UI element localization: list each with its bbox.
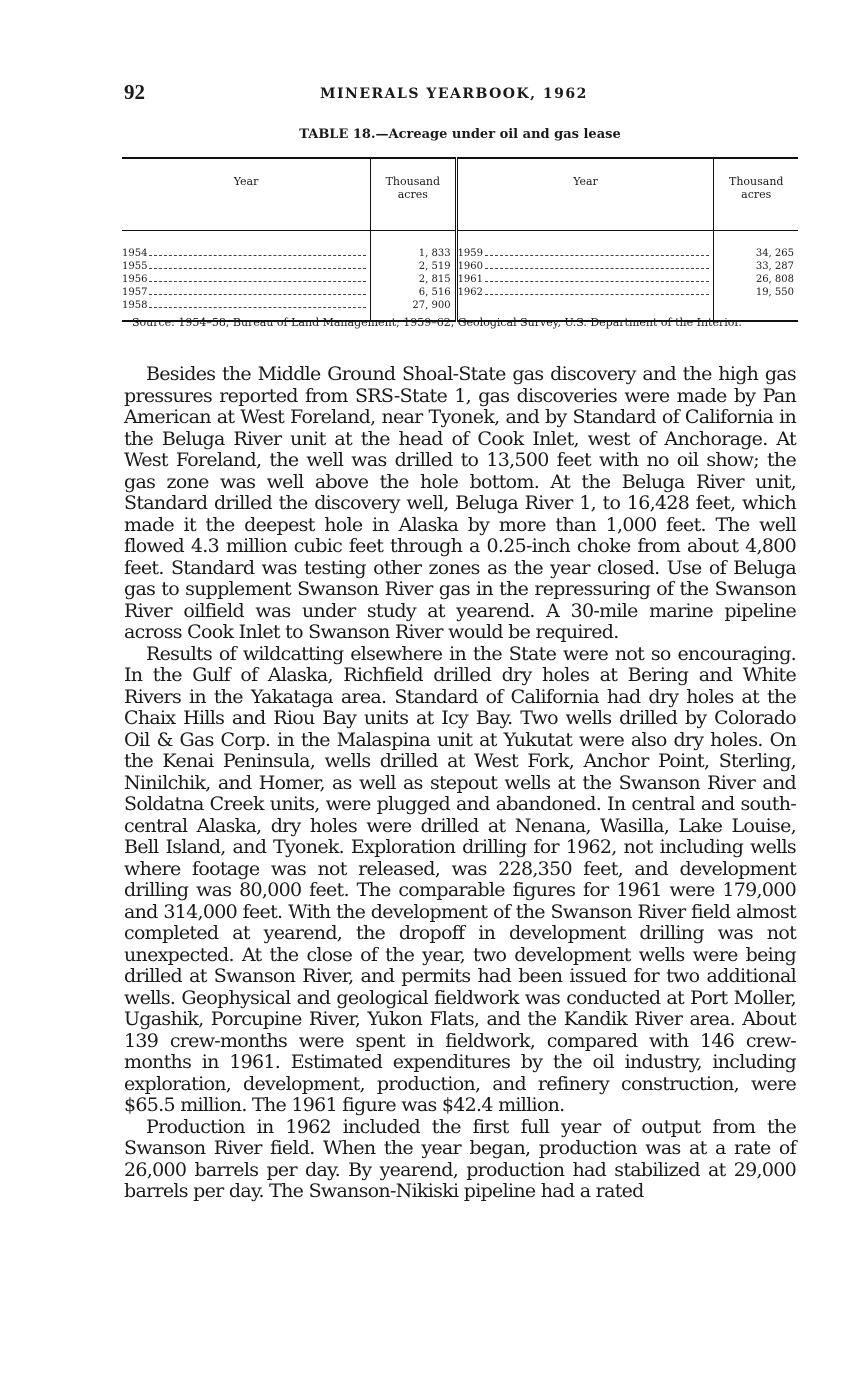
acres-cell: 19, 550 bbox=[714, 286, 798, 299]
year-cell: 1954 bbox=[122, 248, 148, 259]
leader-dots bbox=[149, 281, 366, 282]
table-row bbox=[122, 231, 798, 261]
table-row bbox=[122, 286, 798, 299]
table-title: TABLE 18.—Acreage under oil and gas lease bbox=[299, 127, 621, 142]
year-cell: 1960 bbox=[457, 261, 484, 272]
leader-dots bbox=[485, 268, 709, 269]
table-source-note: Source: 1954–58, Bureau of Land Management; 1959–62, Geological Survey, U.S. Department of the Interior. bbox=[132, 316, 742, 329]
year-cell: 1961 bbox=[457, 274, 484, 285]
year-cell: 1956 bbox=[122, 274, 148, 285]
acreage-table bbox=[122, 157, 798, 322]
year-cell: 1962 bbox=[457, 287, 484, 298]
leader-dots bbox=[485, 255, 709, 256]
table-row bbox=[122, 260, 798, 273]
acres-cell: 34, 265 bbox=[714, 231, 798, 261]
year-cell: 1955 bbox=[122, 261, 148, 272]
column-header-year-1: Year bbox=[233, 175, 259, 188]
column-header-acres-1: Thousand acres bbox=[371, 158, 457, 231]
paragraph: Besides the Middle Ground Shoal-State gas discovery and the high gas pressures reported from SRS-State 1, gas discoveries were made by Pan American at West Foreland, near Tyonek, and by Standard of California in the Beluga River unit at the head of Cook Inlet, west of Anchorage. At West Foreland, the well was drilled to 13,500 feet with no oil show; the gas zone was well above the hole bottom. At the Beluga River unit, Standard drilled the discovery well, Beluga River 1, to 16,428 feet, which made it the deepest hole in Alaska by more than 1,000 feet. The well flowed 4.3 million cubic feet through a 0.25-inch choke from about 4,800 feet. Standard was testing other zones as the year closed. Use of Beluga gas to supplement Swanson River gas in the repressuring of the Swanson River oilfield was under study at yearend. A 30-mile marine pipeline across Cook Inlet to Swanson River would be required. bbox=[124, 363, 796, 643]
leader-dots bbox=[149, 294, 366, 295]
table-header-row bbox=[122, 158, 798, 231]
column-header-year-2: Year bbox=[456, 158, 714, 231]
year-cell: 1957 bbox=[122, 287, 148, 298]
acres-cell: 6, 516 bbox=[371, 286, 457, 299]
column-header-acres-2: Thousand acres bbox=[714, 158, 798, 231]
year-cell: 1958 bbox=[122, 300, 148, 311]
leader-dots bbox=[485, 281, 709, 282]
leader-dots bbox=[149, 255, 366, 256]
leader-dots bbox=[149, 268, 366, 269]
leader-dots bbox=[485, 294, 709, 295]
paragraph: Results of wildcatting elsewhere in the State were not so encouraging. In the Gulf of Alaska, Richfield drilled dry holes at Bering and White Rivers in the Yakataga area. Standard of California had dry holes at the Chaix Hills and Riou Bay units at Icy Bay. Two wells drilled by Colorado Oil & Gas Corp. in the Malaspina unit at Yukutat were also dry holes. On the Kenai Peninsula, wells drilled at West Fork, Anchor Point, Sterling, Ninilchik, and Homer, as well as stepout wells at the Swanson River and Soldatna Creek units, were plugged and abandoned. In central and south-central Alaska, dry holes were drilled at Nenana, Wasilla, Lake Louise, Bell Island, and Tyonek. Exploration drilling for 1962, not including wells where footage was not released, was 228,350 feet, and development drilling was 80,000 feet. The comparable figures for 1961 were 179,000 and 314,000 feet. With the development of the Swanson River field almost completed at yearend, the dropoff in development drilling was not unexpected. At the close of the year, two development wells were being drilled at Swanson River, and permits had been issued for two additional wells. Geophysical and geological fieldwork was conducted at Port Moller, Ugashik, Porcupine River, Yukon Flats, and the Kandik River area. About 139 crew-months were spent in fieldwork, compared with 146 crew-months in 1961. Estimated expenditures by the oil industry, including exploration, development, production, and refinery construction, were $65.5 million. The 1961 figure was $42.4 million. bbox=[124, 642, 796, 1116]
leader-dots bbox=[149, 307, 366, 308]
acres-cell: 1, 833 bbox=[371, 231, 457, 261]
page-number: 92 bbox=[124, 80, 145, 104]
acres-cell: 2, 815 bbox=[371, 273, 457, 286]
year-cell: 1959 bbox=[457, 248, 484, 259]
acres-cell: 27, 900 bbox=[371, 299, 457, 321]
acres-cell: 33, 287 bbox=[714, 260, 798, 273]
running-head: MINERALS YEARBOOK, 1962 bbox=[320, 86, 588, 102]
body-text bbox=[124, 364, 796, 1203]
table-row bbox=[122, 273, 798, 286]
acres-cell: 2, 519 bbox=[371, 260, 457, 273]
acres-cell: 26, 808 bbox=[714, 273, 798, 286]
paragraph: Production in 1962 included the first full year of output from the Swanson River field. When the year began, production was at a rate of 26,000 barrels per day. By yearend, production had stabilized at 29,000 barrels per day. The Swanson-Nikiski pipeline had a rated bbox=[124, 1115, 796, 1202]
